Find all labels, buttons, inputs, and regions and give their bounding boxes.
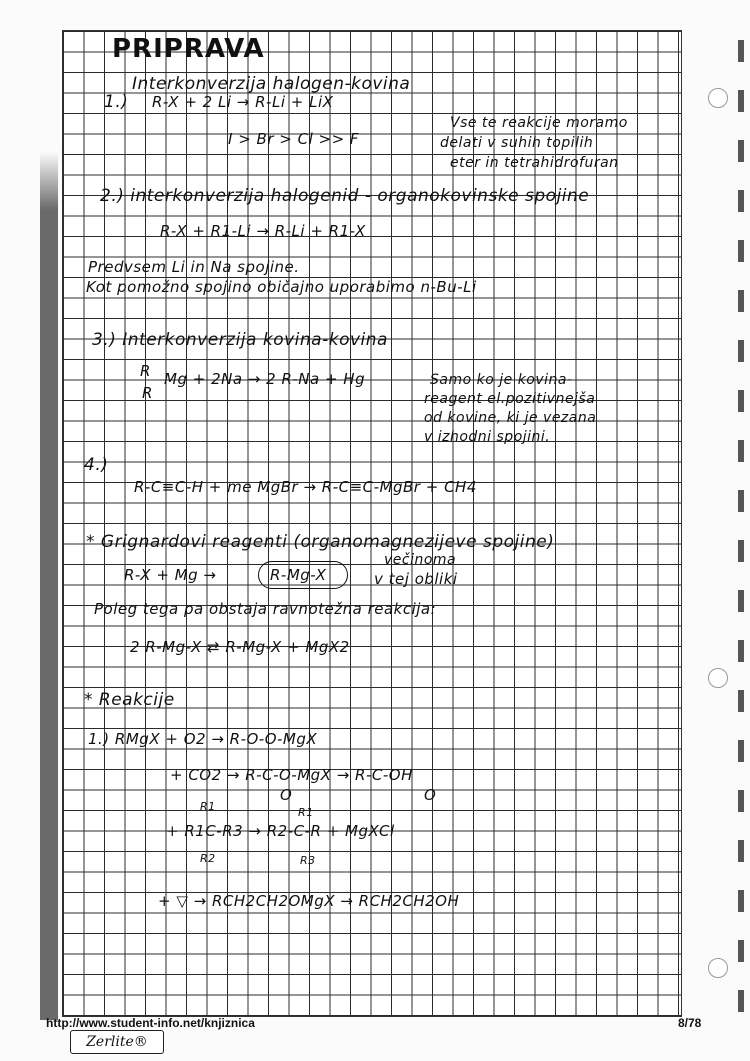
halogen-order: I > Br > Cl >> F [228,130,360,148]
binder-mark [738,740,744,762]
binder-mark [738,940,744,962]
binder-mark [738,290,744,312]
grignard-equilibrium: 2 R-Mg-X ⇄ R-Mg-X + MgX2 [130,638,350,656]
section3-heading: 3.) Interkonverzija kovina-kovina [92,330,388,350]
reactions-heading: * Reakcije [84,690,175,710]
reaction-3-bottom-right: R3 [300,854,316,867]
section3-note-line2: reagent el.pozitivnejša [424,391,596,407]
binder-mark [738,790,744,812]
binder-mark [738,840,744,862]
section3-equation: Mg + 2Na → 2 R-Na + Hg [164,370,366,388]
punch-hole [708,88,728,108]
binder-mark [738,890,744,912]
reaction-3-top-right: R1 [298,806,314,819]
reaction-2: + CO2 → R-C-O-MgX → R-C-OH [170,766,413,784]
section3-reactant-top: R [140,362,151,380]
section2-text-line2: Kot pomožno spojino običajno uporabimo n-Bu-Li [86,278,477,296]
grignard-note: v tej obliki [374,570,458,588]
binder-mark [738,190,744,212]
binder-marks [738,40,750,1020]
binder-mark [738,390,744,412]
section3-note-line1: Samo ko je kovina- [430,372,573,388]
binder-mark [738,340,744,362]
reaction-3-bottom-left: R2 [200,852,216,865]
footer-url[interactable]: http://www.student-info.net/knjiznica [46,1016,255,1030]
graph-paper [62,30,682,1017]
section3-note-line4: v izhodni spojini. [424,429,551,445]
grignard-text: Poleg tega pa obstaja ravnotežna reakcija: [94,600,437,618]
notebook-spine-fade [40,150,58,210]
page-number: 8/78 [678,1016,702,1030]
reaction-3-top-left: R1 [200,800,216,813]
grignard-heading: * Grignardovi reagenti (organomagnezijeve spojine) [86,532,555,552]
solvent-note-line3: eter in tetrahidrofuran [450,155,619,171]
binder-mark [738,590,744,612]
binder-mark [738,90,744,112]
brand-logo: Zerlite® [70,1030,164,1054]
section1-number: 1.) [104,92,129,112]
binder-mark [738,540,744,562]
grignard-equation-left: R-X + Mg → [124,566,217,584]
binder-mark [738,240,744,262]
section2-text-line1: Predvsem Li in Na spojine. [88,258,300,276]
binder-mark [738,990,744,1012]
page-title: PRIPRAVA [112,34,265,64]
notebook-spine [40,150,58,1020]
reaction-3: + R1C-R3 → R2-C-R + MgXCl [166,822,395,840]
punch-hole [708,668,728,688]
binder-mark [738,140,744,162]
reaction-4: + ▽ → RCH2CH2OMgX → RCH2CH2OH [158,892,460,910]
solvent-note-line2: delati v suhih topilih [440,135,594,151]
binder-mark [738,490,744,512]
section2-equation: R-X + R1-Li → R-Li + R1-X [160,222,366,240]
reaction-1: 1.) RMgX + O2 → R-O-O-MgX [88,730,318,748]
solvent-note-line1: Vse te reakcije moramo [450,115,628,131]
section1-heading: Interkonverzija halogen-kovina [132,74,411,94]
section4-equation: R-C≡C-H + me MgBr → R-C≡C-MgBr + CH4 [134,478,477,496]
binder-mark [738,690,744,712]
section2-heading: 2.) interkonverzija halogenid - organokovinske spojine [100,186,590,206]
grignard-above-note: večinoma [384,552,457,568]
binder-mark [738,40,744,62]
section4-number: 4.) [84,455,109,475]
grignard-product: R-Mg-X [270,566,327,584]
reaction-2-oxo-2: O [424,786,437,804]
section1-equation: R-X + 2 Li → R-Li + LiX [152,93,334,111]
punch-hole [708,958,728,978]
reaction-2-oxo-1: O [280,786,293,804]
binder-mark [738,440,744,462]
binder-mark [738,640,744,662]
section3-reactant-bottom: R [142,384,153,402]
section3-note-line3: od kovine, ki je vezana [424,410,597,426]
